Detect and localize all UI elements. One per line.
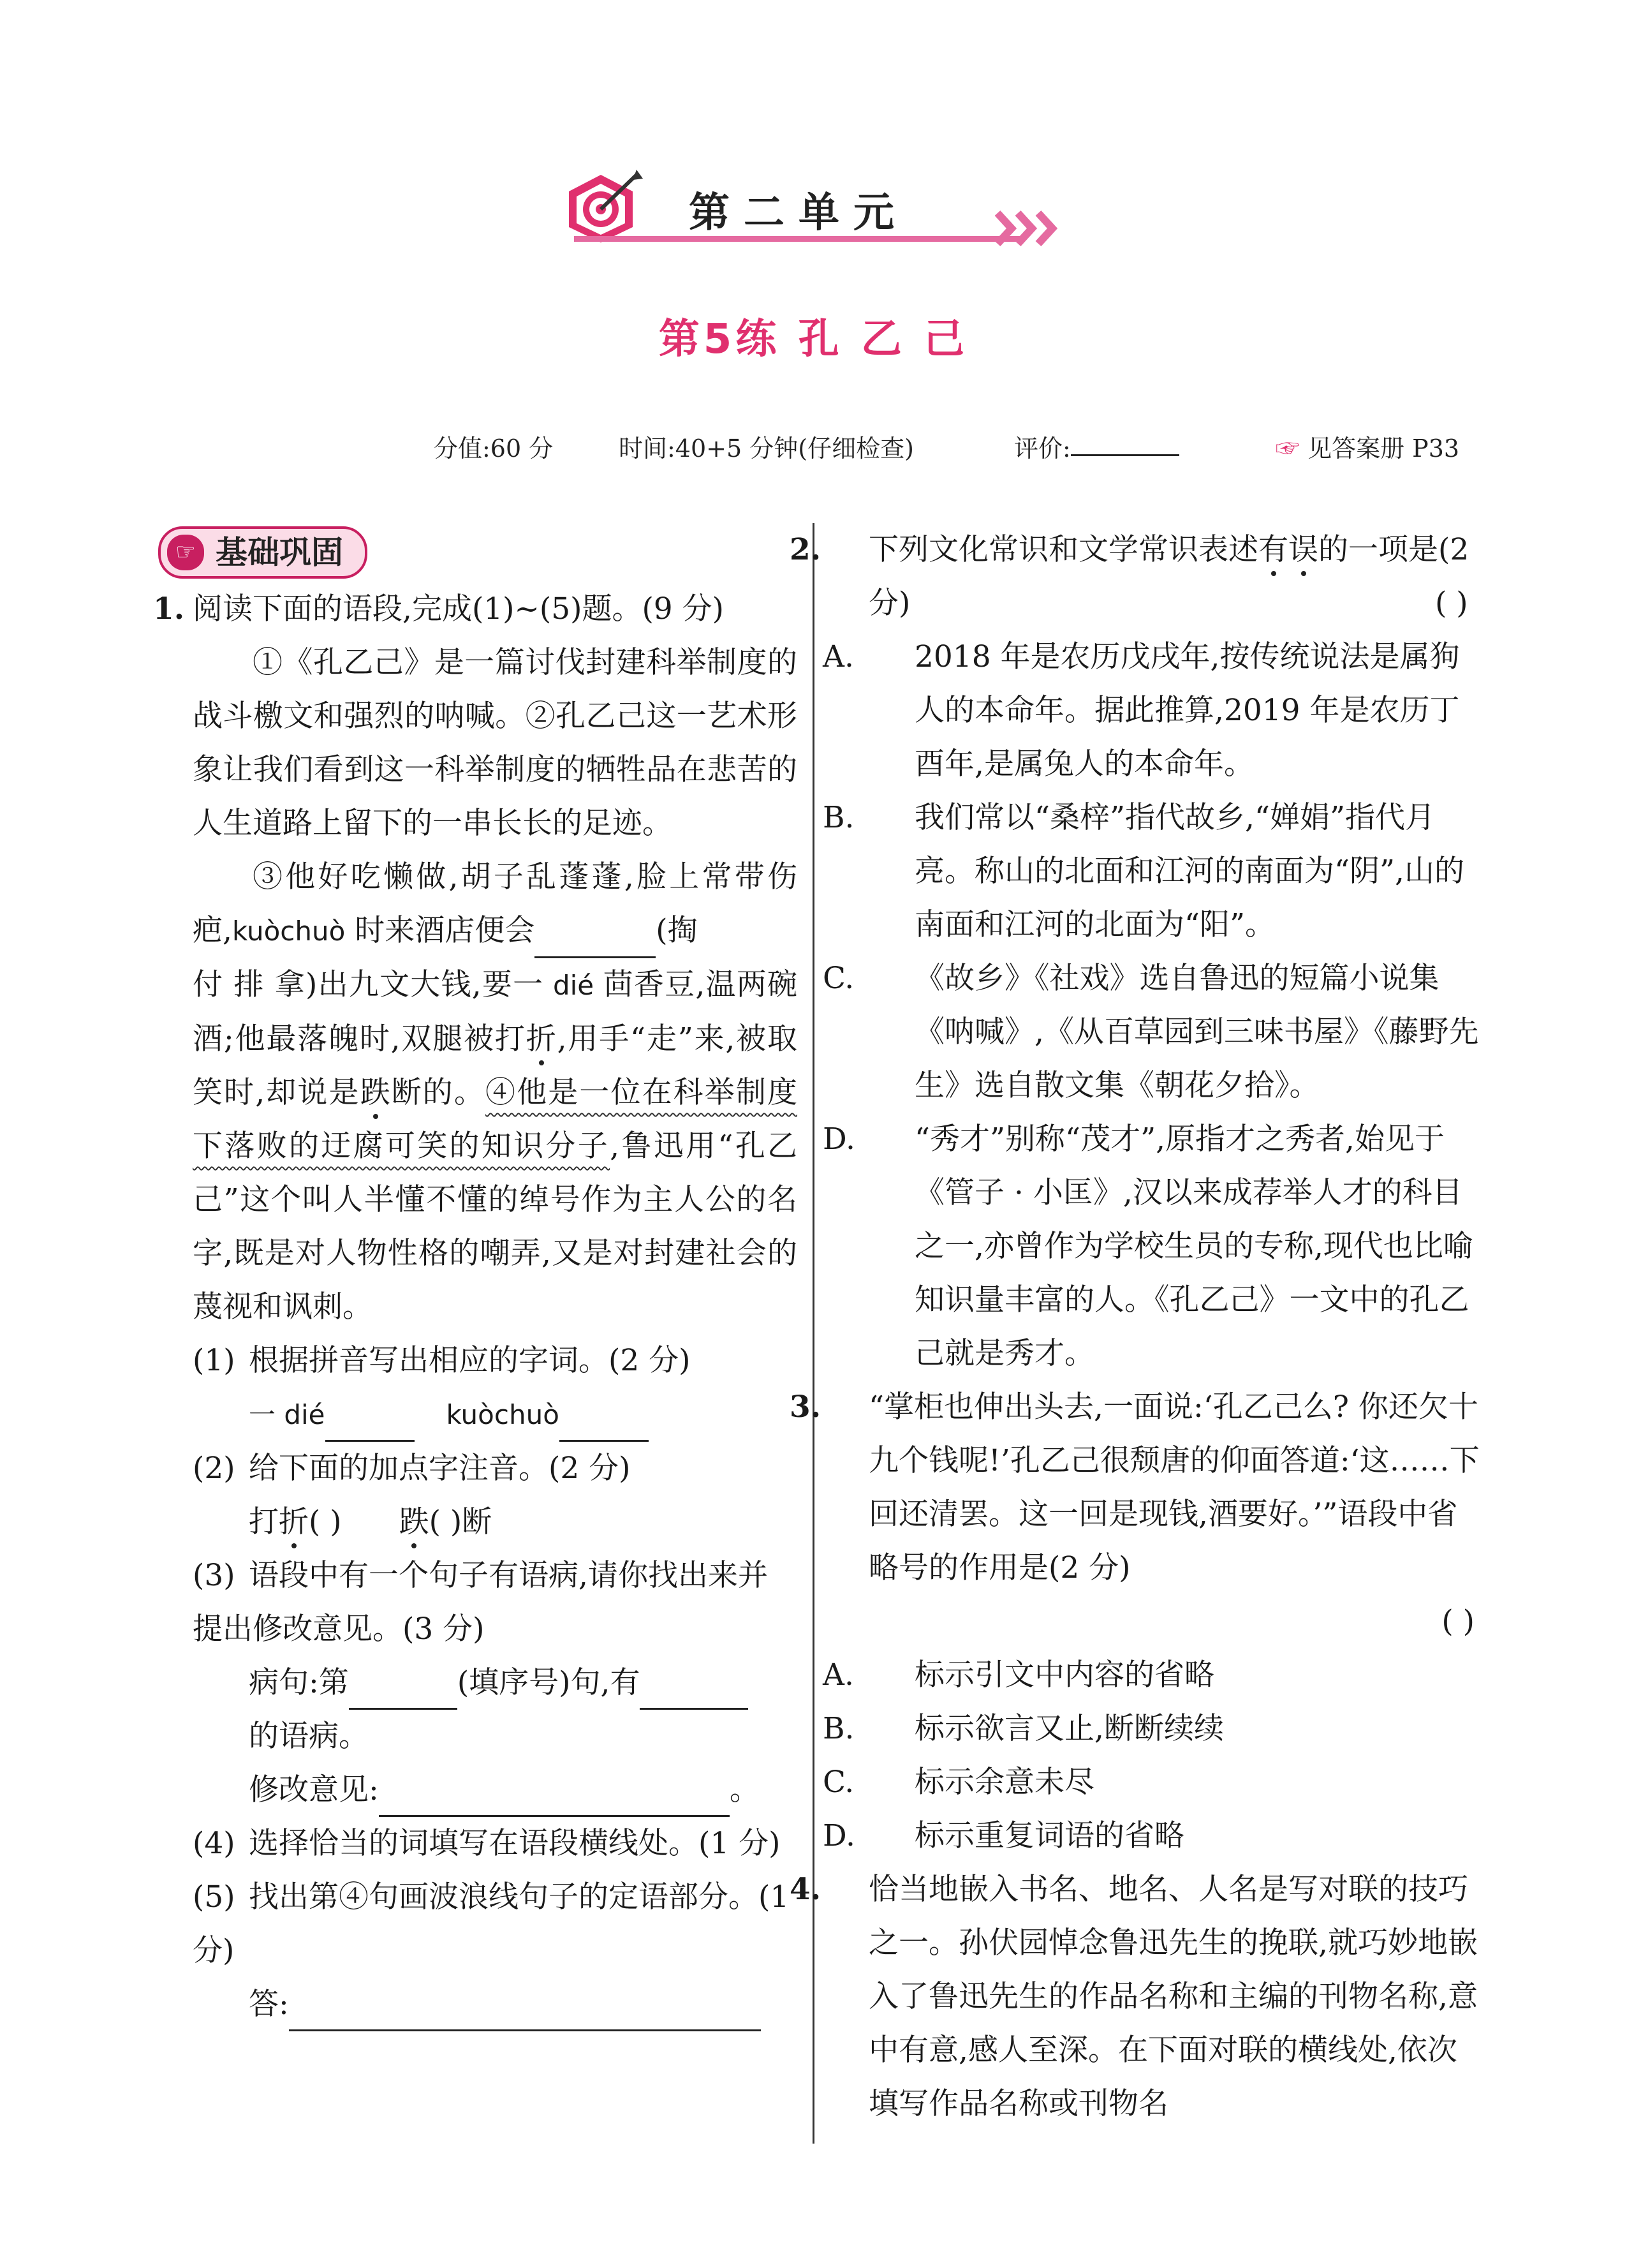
lesson-title: 第5练 孔 乙 己 [658, 316, 969, 363]
q1-sub4: (4) 选择恰当的词填写在语段横线处。(1 分) [193, 1826, 781, 1861]
wavy-sentence: ④他是一位在科举制度下落败的迂腐可笑的知识分子 [193, 1075, 798, 1164]
section-badge-label: 基础巩固 [216, 534, 343, 571]
answer-blank[interactable] [289, 2000, 761, 2031]
q1-sub3: (3) 语段中有一个句子有语病,请你找出来并提出修改意见。(3 分) [193, 1558, 768, 1647]
q1-sub1: (1) 根据拼音写出相应的字词。(2 分) [193, 1343, 691, 1378]
q3-option-c[interactable]: C. 标示余意未尽 [823, 1765, 1094, 1800]
q1-sub2: (2) 给下面的加点字注音。(2 分) [193, 1451, 631, 1486]
rating-label: 评价: [1014, 429, 1071, 464]
answer-blank[interactable] [349, 1679, 457, 1710]
q3-options [823, 1649, 1481, 1863]
left-column [153, 523, 797, 2031]
answer-blank[interactable] [379, 1786, 730, 1817]
q1-sub5-answer: 答: [153, 1978, 797, 2031]
q1-sub3-line2: 修改意见: 。 [153, 1763, 797, 1817]
fill-blank-4[interactable] [534, 927, 656, 958]
q1-para1: ①《孔乙己》是一篇讨伐封建科举制度的战斗檄文和强烈的呐喊。②孔乙己这一艺术形象让我们看到这一科举制度的牺牲品在悲苦的人生道路上留下的一串长长的足迹。 [193, 645, 797, 841]
q4-stem: 4. 恰当地嵌入书名、地名、人名是写对联的技巧之一。孙伏园悼念鲁迅先生的挽联,就巧妙地嵌入了鲁迅先生的作品名称和主编的刊物名称,意中有意,感人至深。在下面对联的横线处,依次填写作品名称或刊物名 [790, 1872, 1478, 2121]
q1-stem: 1. 阅读下面的语段,完成(1)~(5)题。(9 分) [153, 591, 724, 626]
answer-blank[interactable] [325, 1411, 415, 1442]
score-label: 分值:60 分 [434, 434, 554, 463]
q1-sub2-answer: 打折( ) 跌( )断 [249, 1504, 492, 1539]
q2-option-c[interactable]: C. 《故乡》《社戏》选自鲁迅的短篇小说集《呐喊》,《从百草园到三味书屋》《藤野先生》选自散文集《朝花夕拾》。 [823, 961, 1479, 1103]
pointing-hand-icon: ☞ [167, 535, 204, 570]
q2-options [823, 630, 1481, 1381]
meta-row [434, 429, 1480, 473]
section-badge [153, 523, 797, 579]
unit-header [548, 167, 1071, 249]
q1-sub1-answer: 一 dié kuòchuò [153, 1388, 797, 1442]
q2-option-b[interactable]: B. 我们常以“桑梓”指代故乡,“婵娟”指代月亮。称山的北面和江河的南面为“阴”,山的南面和江河的北面为“阳”。 [823, 800, 1464, 942]
pointing-hand-icon: ☞ [1276, 434, 1308, 463]
q3-option-d[interactable]: D. 标示重复词语的省略 [823, 1818, 1184, 1853]
right-column [790, 523, 1481, 2131]
chevron-arrows-icon [995, 209, 1065, 248]
q2-option-d[interactable]: D. “秀才”别称“茂才”,原指才之秀者,始见于《管子 · 小匡》,汉以来成荐举人才的科目之一,亦曾作为学校生员的专称,现代也比喻知识量丰富的人。《孔乙己》一文中的孔乙己就是秀才。 [823, 1122, 1473, 1371]
answer-blank[interactable] [640, 1679, 748, 1710]
q3-stem: 3. “掌柜也伸出头去,一面说:‘孔乙己么? 你还欠十九个钱呢!’孔乙己很颓唐的仰面答道:‘这……下回还清罢。这一回是现钱,酒要好。’”语段中省略号的作用是(2 分) [790, 1390, 1480, 1585]
unit-title: 第二单元 [689, 189, 908, 237]
time-label: 时间:40+5 分钟(仔细检查) [619, 434, 914, 463]
q1-sub3-line1: 病句:第 (填序号)句,有 的语病。 [153, 1656, 797, 1763]
q2-answer-paren[interactable]: ( ) [1435, 586, 1468, 621]
answer-blank[interactable] [559, 1411, 649, 1442]
q2-option-a[interactable]: A. 2018 年是农历戊戌年,按传统说法是属狗人的本命年。据此推算,2019 年是农历丁酉年,是属兔人的本命年。 [823, 639, 1460, 782]
q3-option-a[interactable]: A. 标示引文中内容的省略 [823, 1657, 1214, 1693]
q1-sub5: (5) 找出第④句画波浪线句子的定语部分。(1 分) [193, 1879, 790, 1968]
answer-ref: ☞ 见答案册 P33 [1276, 434, 1460, 463]
q3-option-b[interactable]: B. 标示欲言又止,断断续续 [823, 1711, 1224, 1746]
q1-para2: ③他好吃懒做,胡子乱蓬蓬,脸上常带伤疤,kuòchuò 时来酒店便会 (掏 付 排 拿)出九文大钱,要一 dié 茴香豆,温两碗酒;他最落魄时,双腿被打折,用手“走”来,被取笑时,却说是跌断的。④他是一位在科举制度下落败的迂腐可笑的知识分子,鲁迅用“孔乙己”这个叫人半懂不懂的绰号作为主人公的名字,既是对人物性格的嘲弄,又是对封建社会的蔑视和讽刺。 [193, 859, 798, 1324]
rating-blank[interactable] [1071, 429, 1179, 456]
target-arrow-icon [561, 167, 644, 244]
q3-answer-paren[interactable]: ( ) [1441, 1604, 1475, 1639]
q2-stem: 2. 下列文化常识和文学常识表述有误的一项是(2 分) ( ) [829, 523, 1481, 630]
